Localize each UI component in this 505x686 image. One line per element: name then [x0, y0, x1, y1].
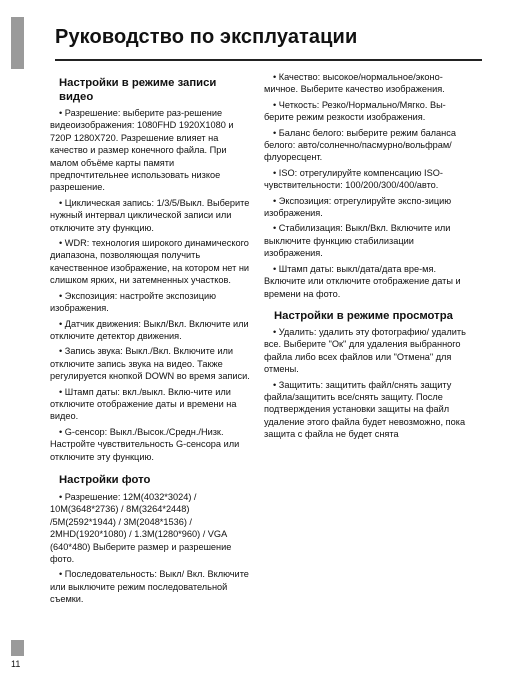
- photo-item-sequence: • Последовательность: Выкл/ Вкл. Включите или выключите режим последовательной съемки.: [50, 569, 249, 605]
- video-item-datestamp: • Штамп даты: вкл./выкл. Вклю-чите или отключите отображение даты и времени на видео.: [50, 386, 237, 422]
- left-column: [50, 70, 250, 609]
- page-number: 11: [11, 659, 21, 669]
- video-item-resolution: • Разрешение: выберите раз-решение видеоизображения: 1080FHD 1920X1080 и 720P 1280X720. Разрешение влияет на качество и размер конечного файла. При малом объёме карты памяти предпочтительнее использовать низкое разрешение.: [50, 108, 234, 193]
- photo-item-white-balance: • Баланс белого: выберите режим баланса белого: авто/солнечно/пасмурно/вольфрам/флуоресцент.: [264, 127, 456, 163]
- photo-item-iso: • ISO: отрегулируйте компенсацию ISO-чувствительности: 100/200/300/400/авто.: [264, 167, 443, 191]
- photo-item-sharpness: • Четкость: Резко/Нормально/Мягко. Вы-берите режим резкости изображения.: [264, 99, 446, 123]
- right-column: [264, 71, 472, 444]
- video-settings-heading: Настройки в режиме записи видео: [59, 77, 217, 103]
- page-title: Руководство по эксплуатации: [55, 26, 358, 48]
- view-item-protect: • Защитить: защитить файл/снять защиту файла/защитить все/снять защиту. После подтверждения установки защиты на файл удаление этого файла будет невозможно, пока защита с файла не будет снята: [264, 379, 466, 440]
- video-item-exposure: • Экспозиция: настройте экспозицию изображения.: [50, 290, 217, 314]
- view-item-delete: • Удалить: удалить эту фотографию/ удалить все. Выберите "Ок" для удаления выбранного файла либо всех файлов или "Отмена" для отмены.: [264, 326, 466, 375]
- photo-item-stabilization: • Стабилизация: Выкл/Вкл. Включите или выключите функцию стабилизации изображения.: [264, 223, 451, 259]
- photo-item-exposure: • Экспозиция: отрегулируйте экспо-зицию изображения.: [264, 195, 452, 219]
- header-side-bar: [11, 17, 24, 69]
- photo-item-quality: • Качество: высокое/нормальное/эконо-мичное. Выберите качество изображения.: [264, 72, 445, 95]
- video-item-motion: • Датчик движения: Выкл/Вкл. Включите или отключите детектор движения.: [50, 318, 249, 341]
- video-item-gsensor: • G-сенсор: Выкл./Высок./Средн./Низк. Настройте чувствительность G-сенсора или отключите эту функцию.: [50, 426, 240, 462]
- video-item-audio: • Запись звука: Выкл./Вкл. Включите или отключите запись звука на видео. Также регулируется кнопкой DOWN во время записи.: [50, 346, 250, 382]
- video-item-loop: • Циклическая запись: 1/3/5/Выкл. Выберите нужный интервал циклической записи или отключите эту функцию.: [50, 197, 250, 233]
- photo-item-datestamp: • Штамп даты: выкл/дата/дата вре-мя. Включите или отключите отображение даты и времени на фото.: [264, 263, 461, 299]
- video-item-wdr: • WDR: технология широкого динамического диапазона, позволяющая получить качественное изображение, на котором нет ни слишком ярких, ни затемненных участков.: [50, 238, 250, 286]
- photo-item-resolution: • Разрешение: 12M(4032*3024) / 10M(3648*2736) / 8M(3264*2448) /5M(2592*1944) / 3M(2048*1536) / 2MHD(1920*1080) / 1.3M(1280*960) / VGA (640*480) Выберите размер и разрешение фото.: [50, 491, 232, 564]
- header-rule: [55, 59, 482, 61]
- view-settings-heading: Настройки в режиме просмотра: [274, 309, 453, 322]
- page-number-marker: [11, 640, 24, 656]
- photo-settings-heading: Настройки фото: [59, 473, 151, 486]
